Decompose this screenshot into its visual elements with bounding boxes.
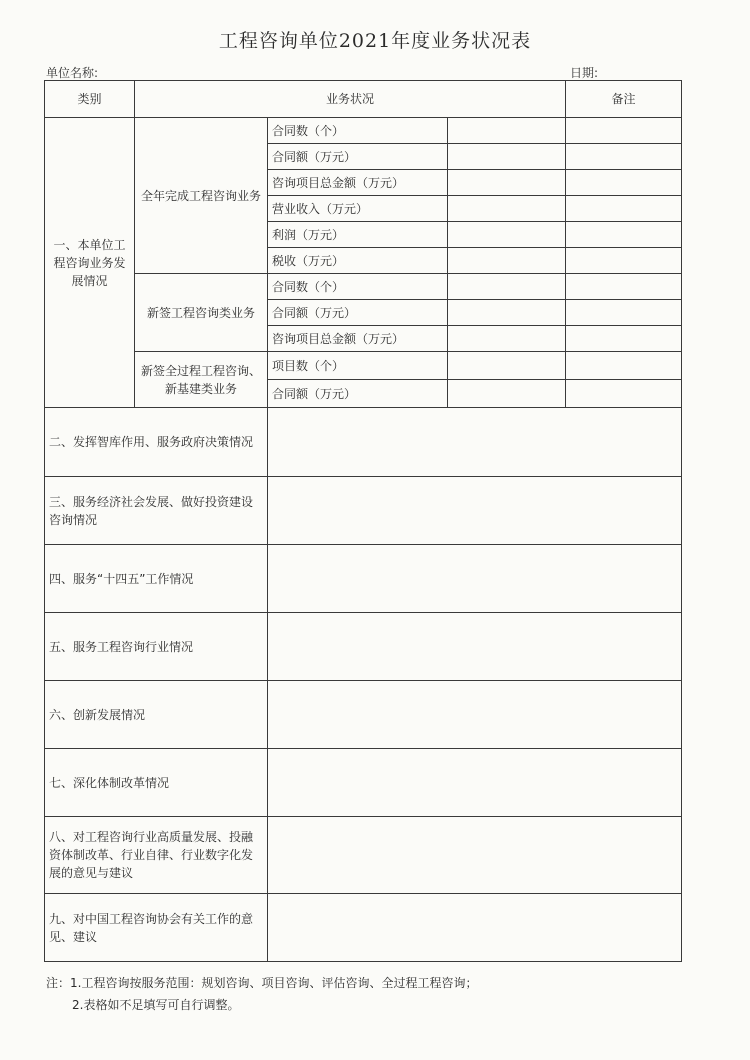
value-cell[interactable] [448,222,566,248]
section-content-cell[interactable] [268,749,682,817]
value-cell[interactable] [448,274,566,300]
item-label: 合同数（个） [268,118,448,144]
value-cell[interactable] [448,118,566,144]
remark-cell[interactable] [566,248,682,274]
remark-cell[interactable] [566,144,682,170]
value-cell[interactable] [448,326,566,352]
section-label: 五、服务工程咨询行业情况 [45,613,268,681]
value-cell[interactable] [448,196,566,222]
value-cell[interactable] [448,248,566,274]
note-2: 2.表格如不足填写可自行调整。 [72,998,240,1012]
value-cell[interactable] [448,144,566,170]
item-label: 利润（万元） [268,222,448,248]
group-label: 新签工程咨询类业务 [135,274,268,352]
section-label: 六、创新发展情况 [45,681,268,749]
section-content-cell[interactable] [268,894,682,962]
note-1: 注：1.工程咨询按服务范围：规划咨询、项目咨询、评估咨询、全过程工程咨询； [46,976,478,990]
section-content-cell[interactable] [268,477,682,545]
section-content-cell[interactable] [268,681,682,749]
remark-cell[interactable] [566,118,682,144]
remark-cell[interactable] [566,352,682,380]
section1-label: 一、本单位工程咨询业务发展情况 [45,118,135,408]
section-content-cell[interactable] [268,613,682,681]
value-cell[interactable] [448,300,566,326]
table-row [45,817,682,894]
table-row [45,545,682,613]
table-row [45,352,682,380]
remark-cell[interactable] [566,196,682,222]
table-row [45,894,682,962]
date-label: 日期: [570,66,599,80]
remark-cell[interactable] [566,326,682,352]
header-status: 业务状况 [135,81,566,118]
remark-cell[interactable] [566,222,682,248]
section-content-cell[interactable] [268,545,682,613]
business-status-table [44,80,682,962]
section-label: 九、对中国工程咨询协会有关工作的意见、建议 [45,894,268,962]
section-label: 三、服务经济社会发展、做好投资建设咨询情况 [45,477,268,545]
section-content-cell[interactable] [268,408,682,477]
section-label: 二、发挥智库作用、服务政府决策情况 [45,408,268,477]
remark-cell[interactable] [566,170,682,196]
table-row [45,681,682,749]
group-label: 新签全过程工程咨询、新基建类业务 [135,352,268,408]
item-label: 合同额（万元） [268,380,448,408]
value-cell[interactable] [448,170,566,196]
item-label: 咨询项目总金额（万元） [268,326,448,352]
table-row [45,274,682,300]
page-title: 工程咨询单位2021年度业务状况表 [218,30,532,52]
table-row [45,408,682,477]
item-label: 合同额（万元） [268,300,448,326]
item-label: 税收（万元） [268,248,448,274]
item-label: 合同数（个） [268,274,448,300]
table-row [45,613,682,681]
item-label: 营业收入（万元） [268,196,448,222]
item-label: 项目数（个） [268,352,448,380]
header-remarks: 备注 [566,81,682,118]
table-row [45,477,682,545]
value-cell[interactable] [448,380,566,408]
section-content-cell[interactable] [268,817,682,894]
group-label: 全年完成工程咨询业务 [135,118,268,274]
section-label: 八、对工程咨询行业高质量发展、投融资体制改革、行业自律、行业数字化发展的意见与建议 [45,817,268,894]
table-row [45,749,682,817]
footnotes [46,972,477,1016]
remark-cell[interactable] [566,274,682,300]
item-label: 咨询项目总金额（万元） [268,170,448,196]
value-cell[interactable] [448,352,566,380]
table-row [45,118,682,144]
unit-name-label: 单位名称: [46,66,99,80]
header-category: 类别 [45,81,135,118]
remark-cell[interactable] [566,300,682,326]
section-label: 四、服务“十四五”工作情况 [45,545,268,613]
table-header-row [45,81,682,118]
item-label: 合同额（万元） [268,144,448,170]
remark-cell[interactable] [566,380,682,408]
section-label: 七、深化体制改革情况 [45,749,268,817]
